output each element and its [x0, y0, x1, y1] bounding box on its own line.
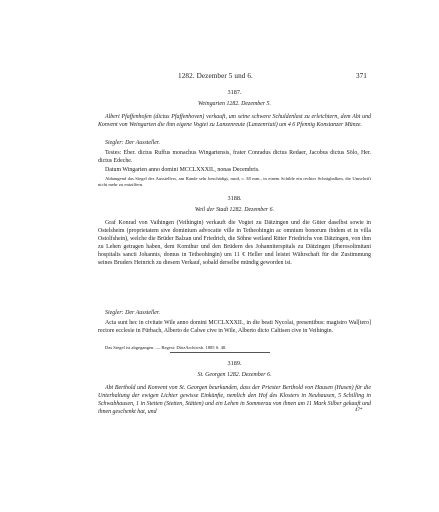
entry-note: Abhangend das Siegel des Ausstellers, am Rande sehr beschädigt, rund, c. 38 mm., in einem Schilde ein rechter Schrägbalken, die Umschrift nicht mehr zu entziffern.	[98, 176, 371, 188]
page-number: 371	[356, 72, 367, 80]
signature-mark: 47*	[355, 408, 363, 413]
entry-note: Das Siegel ist abgegangen. — Regest: DiözArchiwsb. 1885 S. 48.	[105, 345, 227, 350]
entry-sealer: Siegler: Der Aussteller.	[105, 140, 161, 146]
entry-place-date: Weil der Stadt 1282. Dezember 6.	[194, 207, 275, 213]
entry-summary: Graf Konrad von Vaihingen (Veihingin) verkauft die Vogtei zu Dätzingen und die Güter daselbst sowie in Ostelsheim (proprietatem sive dominium advocatie ville in Tetheohingin ac omnium bonorum ibidem et in villa Ostolfshein), welche die Brüder Balzan und Friedrich, die Söhne weiland Ritter Friedrichs von Dätzingen, von ihm zu Lehen getragen haben, dem Komthur und den Brüdern des Johanniterspitals zu Dätzingen (Jherosolimitani hospitalis sancti Johannis, domus in Tetheohingin) um 11 € Heller und leistet Währschaft für die Zustimmung seines Bruders Heinrich zu diesem Verkauf, sobald derselbe mündig geworden ist.	[98, 220, 371, 266]
header-date: 1282. Dezember 5 und 6.	[178, 72, 253, 80]
entry-acta: Acta sunt hec in civitate Wile anno domini MCCLXXXII., in die beati Nycolai, presentibus: magistro Wal[tero] rectore ecclesie in Fürbach, Alberto de Calwe cive in Wile, Alberto dicto Caltisen cive in Veihingin.	[98, 320, 371, 334]
running-header	[0, 72, 439, 84]
entry-place-date: Weingarten 1282. Dezember 5.	[198, 101, 271, 107]
entry-number: 3187.	[227, 89, 242, 96]
entry-datum: Datum Wingarten anno domini MCCLXXXII., nonas Decembris.	[105, 167, 260, 173]
section-rule	[170, 352, 270, 353]
entry-number: 3188.	[227, 195, 242, 202]
entry-sealer: Siegler: Der Aussteller.	[105, 310, 161, 316]
entry-summary: Abt Berthold und Konvent von St. Georgen beurkunden, dass der Priester Berthold von Hausen (Husen) für die Unterhaltung der ewigen Lichter gewisse Einkünfte, nemlich den Hof des Klosters in Neuhausen, 5 Schilling in Schwabhausen, 1 in Stetten (Stetten, Stätten) und ein Lehen in Sommerau von ihnen um 11 Mark Silber gekauft und ihnen geschenkt hat, und	[98, 385, 371, 415]
entry-number: 3189.	[227, 360, 242, 367]
entry-summary: Albert Pfaffenhofen (dictus Pfaffenhoven) verkauft, um seine schwere Schuldenlast zu erleichtern, dem Abt und Konvent von Weingarten die ihm eigene Vogtei zu Lanzenreute (Lanzenriuti) um 4 6 Pfennig Konstanzer Münze.	[98, 114, 371, 128]
entry-witnesses: Testes: Eber. dictus Ruffus monachus Wingartensis, frater Conradus dictus Redaer, Jacobus dictus Sölo, Her. dictus Edeche.	[98, 150, 371, 164]
entry-place-date: St. Georgen 1282. Dezember 6.	[197, 372, 272, 378]
